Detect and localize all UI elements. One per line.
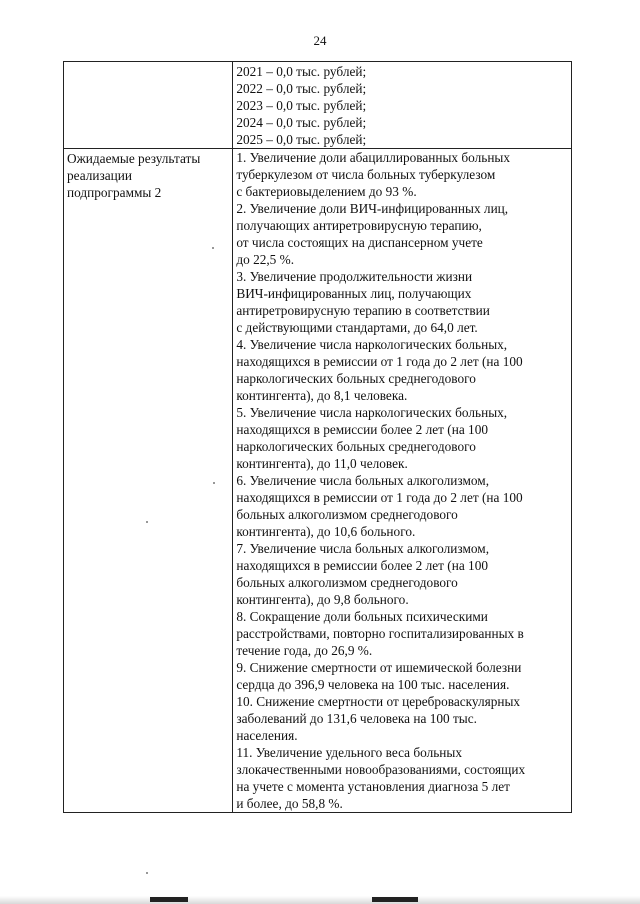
result-text-line: находящихся в ремиссии от 1 года до 2 лет (на 100: [236, 354, 523, 369]
expected-results-label-line: реализации: [67, 168, 132, 183]
result-text-line: 10. Снижение смертности от цереброваскулярных: [236, 694, 521, 709]
result-text-line: с бактериовыделением до 93 %.: [236, 184, 417, 199]
scan-mark: [150, 897, 188, 902]
expected-results-label-line: Ожидаемые результаты: [67, 151, 201, 166]
result-text-line: до 22,5 %.: [236, 252, 295, 267]
result-text-line: 6. Увеличение числа больных алкоголизмом,: [236, 473, 490, 488]
result-text-line: антиретровирусную терапию в соответствии: [236, 303, 490, 318]
result-text-line: ВИЧ-инфицированных лиц, получающих: [236, 286, 472, 301]
funding-year-line: 2025 – 0,0 тыс. рублей;: [236, 132, 367, 147]
funding-year-line: 2024 – 0,0 тыс. рублей;: [236, 115, 367, 130]
result-text-line: контингента), до 9,8 больного.: [236, 592, 409, 607]
result-text-line: контингента), до 10,6 больного.: [236, 524, 416, 539]
result-text-line: наркологических больных среднегодового: [236, 371, 476, 386]
expected-results-list-cell: [233, 149, 572, 813]
expected-results-label-line: подпрограммы 2: [67, 185, 162, 200]
scan-speck: [146, 521, 148, 523]
funding-values-cell: [233, 62, 572, 149]
result-text-line: 8. Сокращение доли больных психическими: [236, 609, 488, 624]
result-text-line: населения.: [236, 728, 298, 743]
result-text-line: 3. Увеличение продолжительности жизни: [236, 269, 473, 284]
result-text-line: заболеваний до 131,6 человека на 100 тыс.: [236, 711, 477, 726]
result-text-line: наркологических больных среднегодового: [236, 439, 476, 454]
result-text-line: 11. Увеличение удельного веса больных: [236, 745, 462, 760]
page-number: 24: [313, 33, 327, 48]
result-text-line: находящихся в ремиссии более 2 лет (на 100: [236, 558, 489, 573]
result-text-line: 2. Увеличение доли ВИЧ-инфицированных лиц,: [236, 201, 509, 216]
result-text-line: на учете с момента установления диагноза 5 лет: [236, 779, 510, 794]
result-text-line: контингента), до 8,1 человека.: [236, 388, 408, 403]
expected-results-label-cell: [64, 149, 233, 813]
result-text-line: сердца до 396,9 человека на 100 тыс. населения.: [236, 677, 510, 692]
result-text-line: от числа состоящих на диспансерном учете: [236, 235, 483, 250]
result-text-line: 1. Увеличение доли абациллированных больных: [236, 150, 511, 165]
subprogram-passport-table: [63, 61, 572, 813]
result-text-line: течение года, до 26,9 %.: [236, 643, 373, 658]
scan-bottom-edge: [0, 896, 640, 904]
result-text-line: 5. Увеличение числа наркологических больных,: [236, 405, 508, 420]
result-text-line: туберкулезом от числа больных туберкулезом: [236, 167, 496, 182]
funding-label-cell: [64, 62, 233, 149]
scan-speck: [212, 247, 214, 249]
result-text-line: 4. Увеличение числа наркологических больных,: [236, 337, 508, 352]
table-row-funding: [64, 62, 572, 149]
result-text-line: получающих антиретровирусную терапию,: [236, 218, 482, 233]
result-text-line: больных алкоголизмом среднегодового: [236, 507, 458, 522]
table-row-expected-results: [64, 149, 572, 813]
result-text-line: больных алкоголизмом среднегодового: [236, 575, 458, 590]
result-text-line: и более, до 58,8 %.: [236, 796, 343, 811]
result-text-line: расстройствами, повторно госпитализированных в: [236, 626, 524, 641]
scan-speck: [146, 872, 148, 874]
result-text-line: находящихся в ремиссии более 2 лет (на 100: [236, 422, 489, 437]
result-text-line: злокачественными новообразованиями, состоящих: [236, 762, 526, 777]
scan-speck: [213, 482, 215, 484]
result-text-line: с действующими стандартами, до 64,0 лет.: [236, 320, 478, 335]
result-text-line: 9. Снижение смертности от ишемической болезни: [236, 660, 522, 675]
funding-year-line: 2023 – 0,0 тыс. рублей;: [236, 98, 367, 113]
result-text-line: 7. Увеличение числа больных алкоголизмом,: [236, 541, 490, 556]
scan-mark: [372, 897, 418, 902]
result-text-line: находящихся в ремиссии от 1 года до 2 лет (на 100: [236, 490, 523, 505]
funding-year-line: 2022 – 0,0 тыс. рублей;: [236, 81, 367, 96]
result-text-line: контингента), до 11,0 человек.: [236, 456, 408, 471]
funding-year-line: 2021 – 0,0 тыс. рублей;: [236, 64, 367, 79]
